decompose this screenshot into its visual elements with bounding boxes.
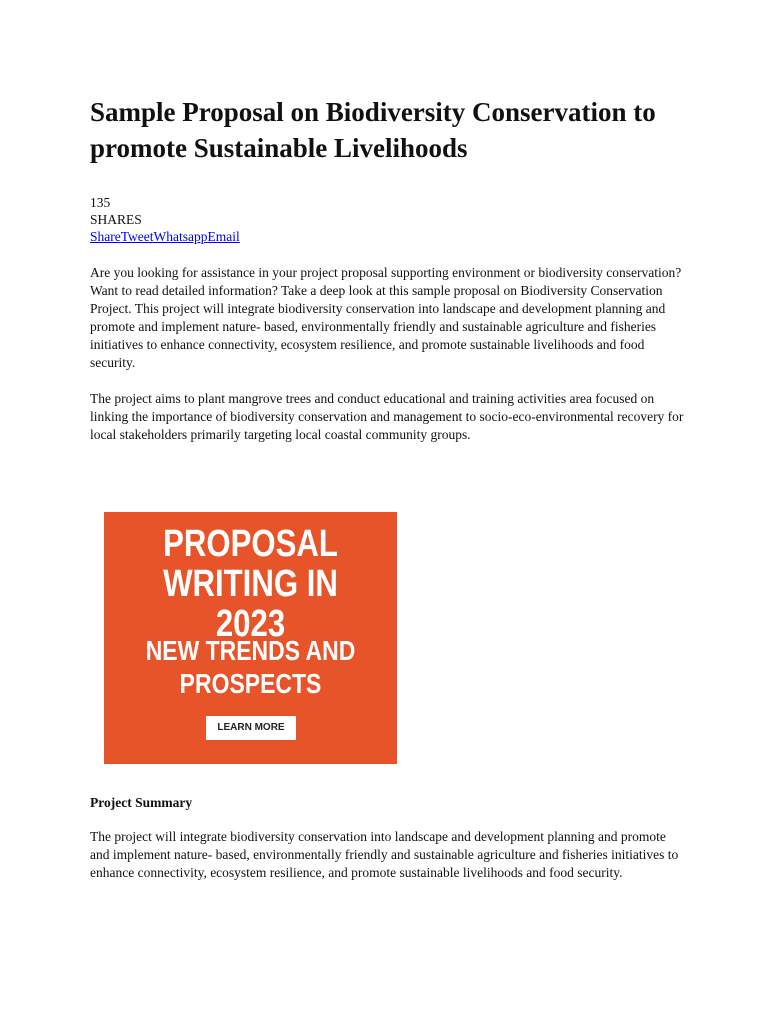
email-link[interactable]: Email [207, 229, 240, 244]
banner-line-2: WRITING IN 2023 [163, 563, 338, 645]
article [90, 94, 690, 880]
share-count-number: 135 [90, 195, 111, 210]
section-title-project-summary: Project Summary [90, 795, 193, 810]
summary-paragraph: The project will integrate biodiversity conservation into landscape and development planning and promote and implement nature- based, environmentally friendly and sustainable agriculture and fisheries initiatives to enhance connectivity, ecosystem resilience, and promote sustainable livelihoods and food security. [90, 829, 679, 880]
share-links [90, 228, 690, 245]
aims-paragraph: The project aims to plant mangrove trees and conduct educational and training activities area focused on linking the importance of biodiversity conservation and management to socio-eco-environmental recovery for local stakeholders primarily targeting local coastal community groups. [90, 391, 684, 442]
proposal-writing-banner[interactable] [104, 512, 397, 764]
banner-line-3: NEW TRENDS AND [145, 635, 356, 666]
tweet-link[interactable]: Tweet [120, 229, 154, 244]
share-link[interactable]: Share [90, 229, 121, 244]
banner-line-1: PROPOSAL [163, 523, 338, 565]
article-title: Sample Proposal on Biodiversity Conservation to promote Sustainable Livelihoods [90, 97, 656, 163]
whatsapp-link[interactable]: Whatsapp [153, 229, 208, 244]
banner-line-4: PROSPECTS [179, 668, 322, 699]
learn-more-button[interactable]: LEARN MORE [206, 716, 296, 740]
share-count-label: SHARES [90, 212, 142, 227]
intro-paragraph: Are you looking for assistance in your project proposal supporting environment or biodiversity conservation? Want to read detailed information? Take a deep look at this sample proposal on Biodiversity Conservation Project. This project will integrate biodiversity conservation into landscape and development planning and promote and implement nature- based, environmentally friendly and sustainable agriculture and fisheries initiatives to enhance connectivity, ecosystem resilience, and promote sustainable livelihoods and food security. [90, 265, 682, 370]
share-count [90, 194, 690, 228]
